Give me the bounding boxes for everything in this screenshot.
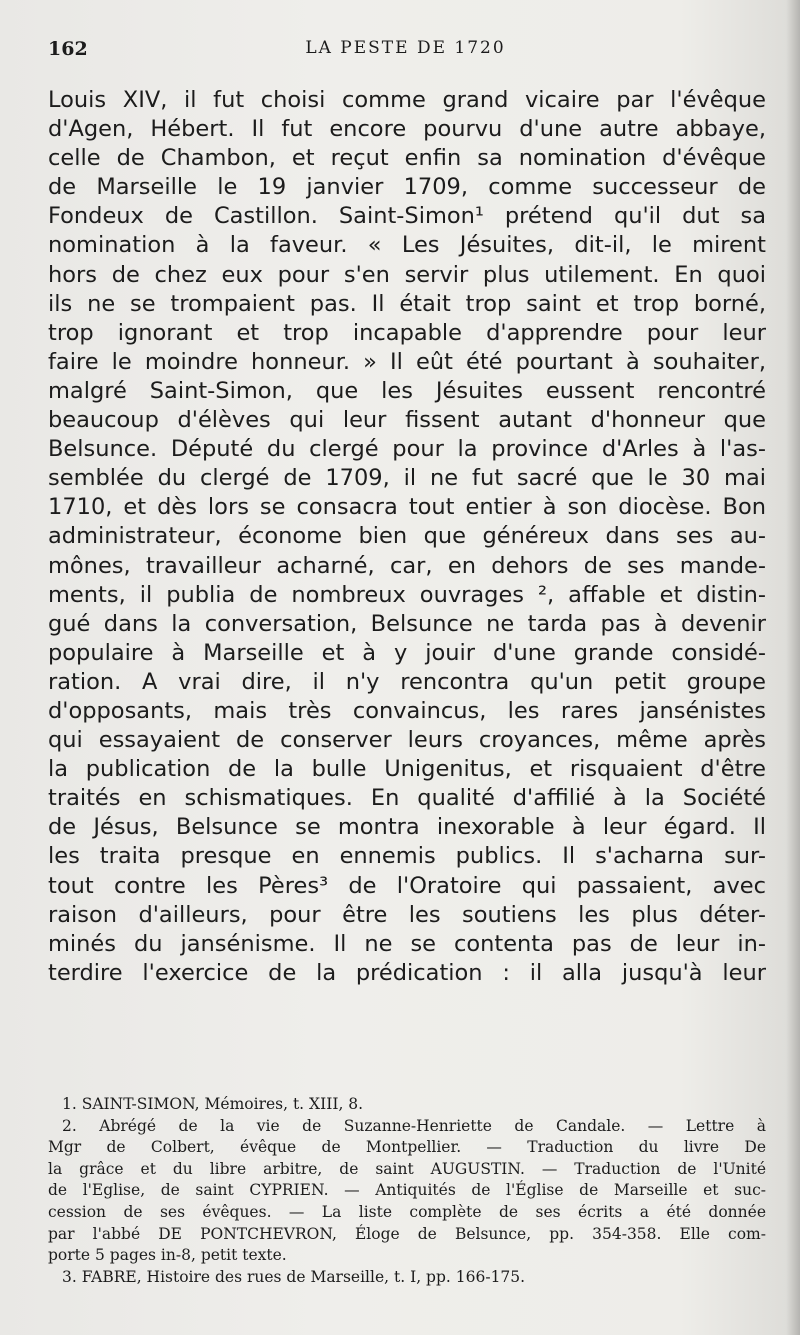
- body-text: [48, 86, 766, 988]
- body-line: ration. A vrai dire, il n'y rencontra qu'un petit groupe: [48, 668, 766, 695]
- body-line: gué dans la conversation, Belsunce ne tarda pas à devenir: [48, 610, 766, 637]
- body-line: malgré Saint-Simon, que les Jésuites eussent rencontré: [48, 377, 766, 404]
- body-line: hors de chez eux pour s'en servir plus utilement. En quoi: [48, 261, 766, 288]
- body-line: minés du jansénisme. Il ne se contenta pas de leur in-: [48, 930, 766, 957]
- body-line: faire le moindre honneur. » Il eût été pourtant à souhaiter,: [48, 348, 766, 375]
- page-edge-shadow: [786, 0, 800, 1335]
- body-line: ments, il publia de nombreux ouvrages ², affable et distin-: [48, 581, 766, 608]
- page-header: [48, 38, 763, 68]
- footnote-line: la grâce et du libre arbitre, de saint AUGUSTIN. — Traduction de l'Unité: [48, 1159, 766, 1178]
- footnote-line: 1. SAINT-SIMON, Mémoires, t. XIII, 8.: [62, 1095, 364, 1113]
- footnote-line: porte 5 pages in-8, petit texte.: [48, 1246, 287, 1265]
- body-line: semblée du clergé de 1709, il ne fut sacré que le 30 mai: [48, 465, 766, 492]
- body-line: la publication de la bulle Unigenitus, et risquaient d'être: [48, 756, 766, 783]
- body-line: les traita presque en ennemis publics. Il s'acharna sur-: [48, 843, 766, 870]
- body-line: traités en schismatiques. En qualité d'affilié à la Société: [48, 785, 766, 812]
- footnote-line: 2. Abrégé de la vie de Suzanne-Henriette de Candale. — Lettre à: [62, 1116, 766, 1135]
- body-line: ils ne se trompaient pas. Il était trop saint et trop borné,: [48, 290, 766, 317]
- footnotes: [48, 1094, 766, 1288]
- body-line: populaire à Marseille et à y jouir d'une grande considé-: [48, 639, 766, 666]
- body-line: mônes, travailleur acharné, car, en dehors de ses mande-: [48, 552, 766, 579]
- body-line: qui essayaient de conserver leurs croyances, même après: [48, 727, 766, 754]
- running-title: LA PESTE DE 1720: [305, 38, 506, 58]
- body-line: Louis XIV, il fut choisi comme grand vicaire par l'évêque: [48, 87, 766, 113]
- footnote-line: cession de ses évêques. — La liste complète de ses écrits a été donnée: [48, 1202, 766, 1221]
- body-line: de Jésus, Belsunce se montra inexorable à leur égard. Il: [48, 814, 766, 841]
- page-number: 162: [48, 38, 88, 60]
- footnote-line: de l'Eglise, de saint CYPRIEN. — Antiquités de l'Église de Marseille et suc-: [48, 1181, 766, 1200]
- body-line: terdire l'exercice de la prédication : il alla jusqu'à leur: [48, 959, 766, 986]
- body-line: celle de Chambon, et reçut enfin sa nomination d'évêque: [48, 145, 766, 172]
- footnote-line: par l'abbé DE PONTCHEVRON, Éloge de Belsunce, pp. 354-358. Elle com-: [48, 1224, 766, 1243]
- body-line: Belsunce. Député du clergé pour la province d'Arles à l'as-: [48, 436, 766, 463]
- footnote-line: 3. FABRE, Histoire des rues de Marseille, t. I, pp. 166-175.: [62, 1267, 526, 1286]
- body-line: 1710, et dès lors se consacra tout entier à son diocèse. Bon: [48, 494, 766, 521]
- body-line: de Marseille le 19 janvier 1709, comme successeur de: [48, 174, 766, 201]
- body-line: Fondeux de Castillon. Saint-Simon¹ prétend qu'il dut sa: [48, 203, 766, 230]
- body-line: trop ignorant et trop incapable d'apprendre pour leur: [48, 319, 766, 346]
- footnote-line: Mgr de Colbert, évêque de Montpellier. — Traduction du livre De: [48, 1138, 766, 1157]
- body-line: raison d'ailleurs, pour être les soutiens les plus déter-: [48, 901, 766, 928]
- body-line: d'opposants, mais très convaincus, les rares jansénistes: [48, 697, 766, 724]
- body-line: tout contre les Pères³ de l'Oratoire qui passaient, avec: [48, 872, 766, 899]
- body-line: administrateur, économe bien que généreux dans ses au-: [48, 523, 766, 550]
- body-line: d'Agen, Hébert. Il fut encore pourvu d'une autre abbaye,: [48, 116, 766, 143]
- body-line: beaucoup d'élèves qui leur fissent autant d'honneur que: [48, 407, 766, 434]
- body-line: nomination à la faveur. « Les Jésuites, dit-il, le mirent: [48, 232, 766, 259]
